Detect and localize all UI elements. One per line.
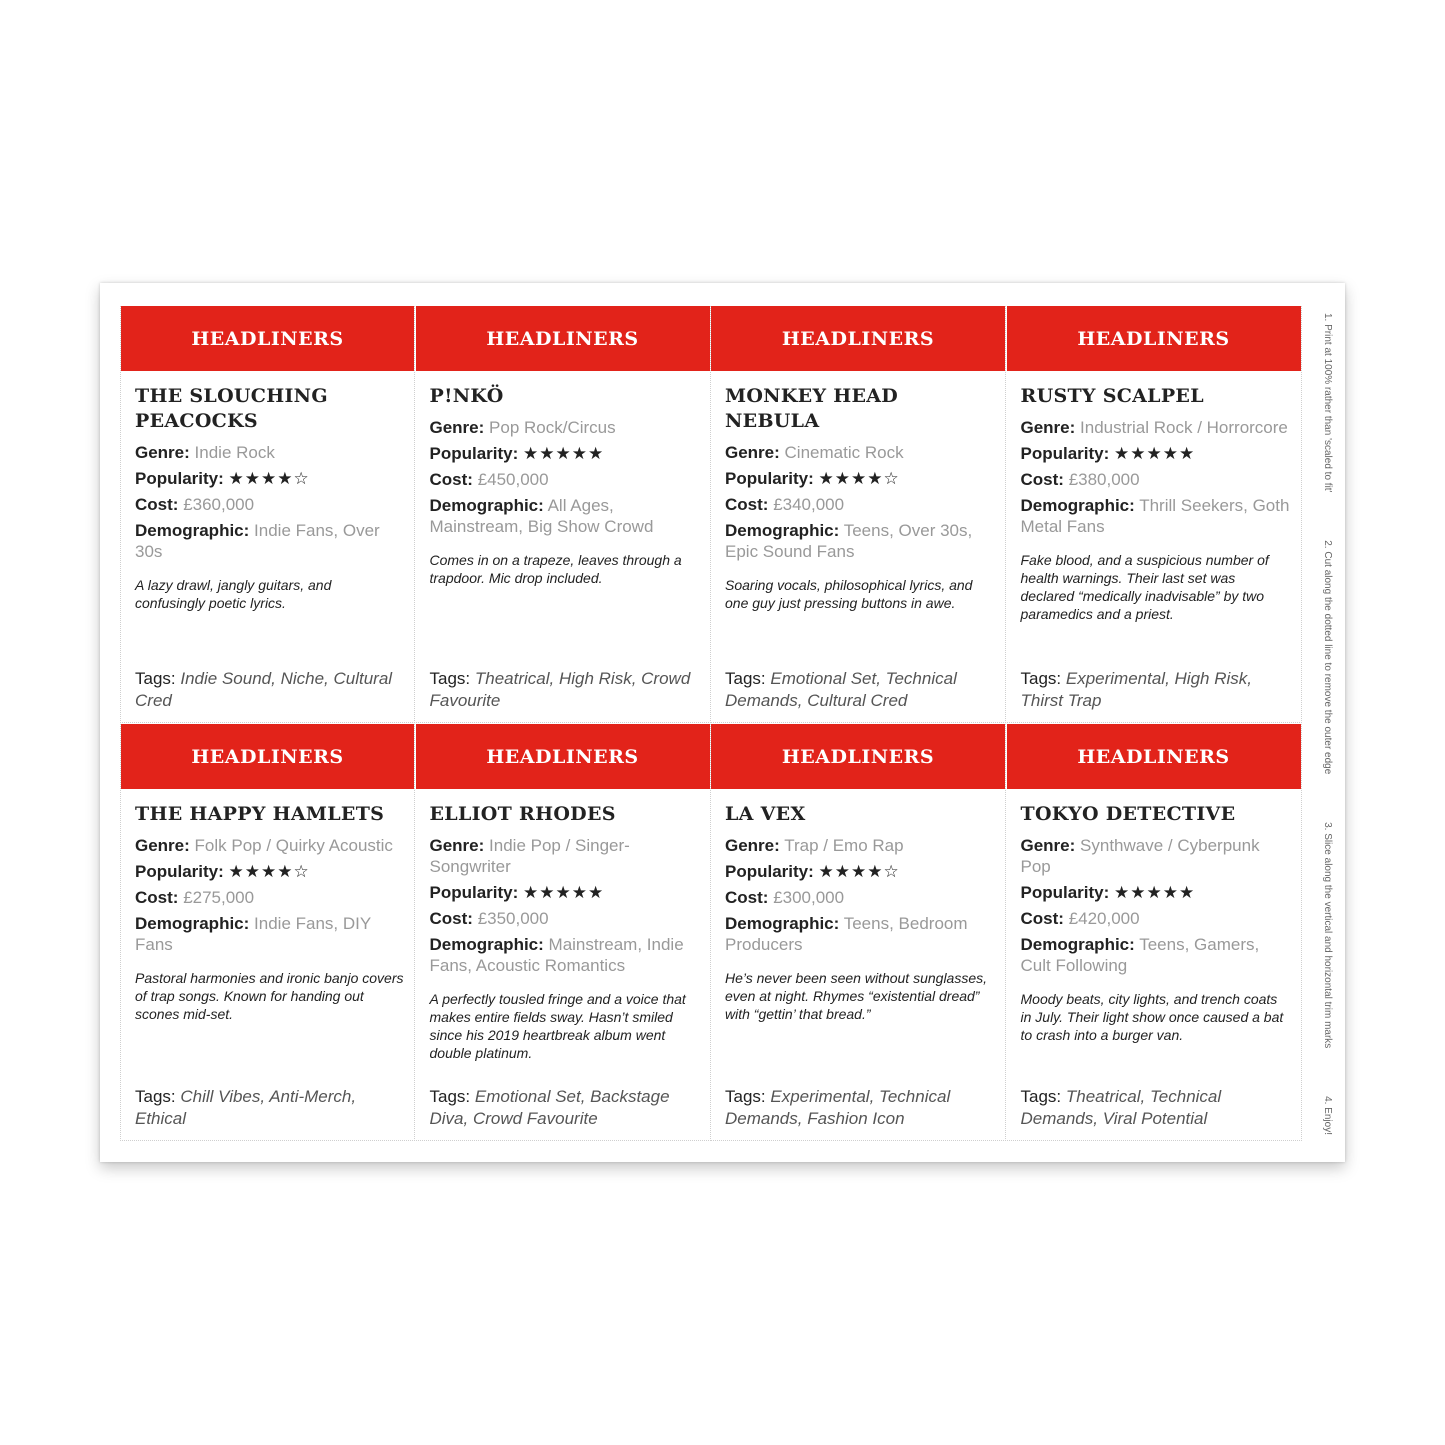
demographic-row — [430, 934, 700, 976]
demographic-value: Indie Fans, Over 30s — [135, 521, 380, 561]
tags-value: Indie Sound, Niche, Cultural Cred — [135, 669, 393, 710]
artist-card — [416, 724, 711, 1141]
artist-name: ELLIOT RHODES — [429, 803, 616, 825]
tags-value: Experimental, High Risk, Thirst Trap — [1020, 669, 1252, 710]
cost-value: £360,000 — [183, 495, 255, 514]
cost-value: £275,000 — [183, 888, 255, 907]
print-instructions — [1313, 313, 1333, 1135]
tags-row — [430, 668, 700, 712]
cost-value: £380,000 — [1068, 470, 1140, 489]
tags-row — [1021, 1086, 1291, 1130]
demographic-row — [725, 520, 995, 562]
cost-label: Cost: — [725, 495, 769, 514]
demographic-label: Demographic: — [135, 914, 250, 933]
card-body — [725, 802, 995, 1130]
popularity-row — [725, 861, 995, 882]
demographic-value: Teens, Over 30s, Epic Sound Fans — [725, 521, 973, 561]
genre-row — [725, 442, 995, 463]
artist-blurb: A lazy drawl, jangly guitars, and confusingly poetic lyrics. — [135, 577, 332, 611]
cost-row — [725, 887, 995, 908]
cost-row — [725, 494, 995, 515]
card-body — [430, 802, 700, 1130]
popularity-row — [1021, 443, 1291, 464]
genre-label: Genre: — [1020, 418, 1076, 437]
instruction-step-4: 4. Enjoy! — [1322, 1096, 1333, 1135]
genre-row — [135, 835, 404, 856]
star-rating-icon: ★★★★★ — [523, 883, 605, 902]
cost-label: Cost: — [1020, 470, 1064, 489]
tags-row — [725, 668, 995, 712]
genre-value: Cinematic Rock — [784, 443, 904, 462]
genre-row — [135, 442, 404, 463]
cost-value: £450,000 — [477, 470, 549, 489]
genre-row — [1021, 835, 1291, 877]
demographic-label: Demographic: — [135, 521, 250, 540]
genre-row — [1021, 417, 1291, 438]
artist-blurb: A perfectly tousled fringe and a voice that makes entire fields sway. Hasn’t smiled since his 2019 heartbreak album went double platinum. — [429, 991, 686, 1061]
card-header: HEADLINERS — [711, 724, 1005, 789]
tags-value: Emotional Set, Technical Demands, Cultural Cred — [725, 669, 957, 710]
tags-value: Experimental, Technical Demands, Fashion Icon — [725, 1087, 951, 1128]
popularity-row — [725, 468, 995, 489]
popularity-row — [135, 468, 404, 489]
demographic-label: Demographic: — [725, 914, 840, 933]
artist-name: RUSTY SCALPEL — [1020, 385, 1204, 407]
genre-row — [430, 835, 700, 877]
demographic-row — [430, 495, 700, 537]
genre-value: Folk Pop / Quirky Acoustic — [194, 836, 393, 855]
artist-name: P!NKÖ — [429, 385, 504, 407]
card-body — [135, 802, 404, 1130]
demographic-row — [1021, 934, 1291, 976]
card-header: HEADLINERS — [121, 306, 414, 371]
card-body — [430, 384, 700, 712]
demographic-row — [135, 520, 404, 562]
cost-row — [135, 887, 404, 908]
tags-row — [135, 668, 404, 712]
genre-label: Genre: — [725, 836, 780, 855]
genre-label: Genre: — [135, 443, 190, 462]
genre-label: Genre: — [135, 836, 190, 855]
card-header: HEADLINERS — [121, 724, 414, 789]
demographic-value: Teens, Gamers, Cult Following — [1020, 935, 1260, 975]
star-rating-icon: ★★★★★ — [1114, 883, 1196, 902]
popularity-label: Popularity: — [429, 444, 519, 463]
demographic-label: Demographic: — [429, 935, 544, 954]
cost-row — [430, 908, 700, 929]
tags-label: Tags: — [429, 1087, 471, 1106]
artist-name: THE HAPPY HAMLETS — [135, 803, 385, 825]
artist-blurb: Pastoral harmonies and ironic banjo covers of trap songs. Known for handing out scones mid-set. — [135, 970, 404, 1022]
genre-value: Trap / Emo Rap — [784, 836, 904, 855]
artist-card — [1007, 724, 1302, 1141]
artist-blurb: Fake blood, and a suspicious number of health warnings. Their last set was declared “medically inadvisable” by two paramedics and a priest. — [1020, 552, 1269, 622]
artist-blurb: Soaring vocals, philosophical lyrics, and one guy just pressing buttons in awe. — [725, 577, 973, 611]
demographic-value: Thrill Seekers, Goth Metal Fans — [1020, 496, 1290, 536]
tags-value: Theatrical, Technical Demands, Viral Potential — [1020, 1087, 1222, 1128]
star-rating-icon: ★★★★☆ — [818, 469, 900, 488]
tags-row — [1021, 668, 1291, 712]
star-rating-icon: ★★★★☆ — [228, 862, 310, 881]
cost-label: Cost: — [135, 888, 179, 907]
genre-value: Pop Rock/Circus — [489, 418, 616, 437]
genre-value: Industrial Rock / Horrorcore — [1080, 418, 1288, 437]
artist-card — [711, 306, 1006, 723]
tags-label: Tags: — [429, 669, 471, 688]
cost-label: Cost: — [429, 909, 473, 928]
cost-row — [1021, 908, 1291, 929]
tags-value: Theatrical, High Risk, Crowd Favourite — [429, 669, 691, 710]
tags-label: Tags: — [725, 1087, 766, 1106]
cost-value: £420,000 — [1068, 909, 1140, 928]
popularity-label: Popularity: — [725, 469, 814, 488]
artist-card — [711, 724, 1006, 1141]
genre-label: Genre: — [1020, 836, 1076, 855]
genre-label: Genre: — [429, 836, 485, 855]
tags-label: Tags: — [1020, 669, 1062, 688]
artist-blurb: Comes in on a trapeze, leaves through a trapdoor. Mic drop included. — [429, 552, 682, 586]
tags-label: Tags: — [725, 669, 766, 688]
genre-label: Genre: — [725, 443, 780, 462]
popularity-row — [430, 882, 700, 903]
cost-value: £300,000 — [773, 888, 845, 907]
artist-card — [416, 306, 711, 723]
print-sheet — [100, 283, 1345, 1162]
demographic-row — [1021, 495, 1291, 537]
artist-card — [120, 724, 415, 1141]
tags-value: Chill Vibes, Anti-Merch, Ethical — [135, 1087, 357, 1128]
popularity-label: Popularity: — [135, 469, 224, 488]
popularity-row — [135, 861, 404, 882]
demographic-label: Demographic: — [1020, 935, 1135, 954]
popularity-label: Popularity: — [725, 862, 814, 881]
cost-value: £350,000 — [477, 909, 549, 928]
artist-name: LA VEX — [725, 803, 806, 825]
artist-card — [120, 306, 415, 723]
artist-name: TOKYO DETECTIVE — [1020, 803, 1236, 825]
artist-blurb: He’s never been seen without sunglasses, even at night. Rhymes “existential dread” with “gettin’ that bread.” — [725, 970, 988, 1022]
popularity-row — [1021, 882, 1291, 903]
popularity-label: Popularity: — [1020, 883, 1110, 902]
demographic-label: Demographic: — [429, 496, 544, 515]
tags-label: Tags: — [135, 669, 176, 688]
instruction-step-3: 3. Slice along the vertical and horizontal trim marks — [1322, 822, 1333, 1049]
card-header: HEADLINERS — [1007, 306, 1301, 371]
card-header: HEADLINERS — [711, 306, 1005, 371]
tags-label: Tags: — [1020, 1087, 1062, 1106]
card-header: HEADLINERS — [416, 306, 710, 371]
genre-row — [430, 417, 700, 438]
instruction-step-2: 2. Cut along the dotted line to remove the outer edge — [1322, 540, 1333, 775]
artist-blurb: Moody beats, city lights, and trench coats in July. Their light show once caused a bat to crash into a burger van. — [1020, 991, 1284, 1043]
card-body — [1021, 384, 1291, 712]
genre-value: Indie Rock — [194, 443, 275, 462]
tags-value: Emotional Set, Backstage Diva, Crowd Favourite — [429, 1087, 670, 1128]
demographic-label: Demographic: — [1020, 496, 1135, 515]
cost-value: £340,000 — [773, 495, 845, 514]
card-body — [1021, 802, 1291, 1130]
tags-row — [135, 1086, 404, 1130]
demographic-value: All Ages, Mainstream, Big Show Crowd — [429, 496, 654, 536]
cost-row — [1021, 469, 1291, 490]
demographic-label: Demographic: — [725, 521, 840, 540]
cost-label: Cost: — [429, 470, 473, 489]
genre-row — [725, 835, 995, 856]
artist-name: THE SLOUCHING PEACOCKS — [135, 385, 328, 432]
star-rating-icon: ★★★★★ — [523, 444, 605, 463]
cost-row — [430, 469, 700, 490]
card-header: HEADLINERS — [1007, 724, 1301, 789]
genre-value: Synthwave / Cyberpunk Pop — [1020, 836, 1260, 876]
genre-label: Genre: — [429, 418, 485, 437]
tags-label: Tags: — [135, 1087, 176, 1106]
popularity-row — [430, 443, 700, 464]
cost-label: Cost: — [725, 888, 769, 907]
popularity-label: Popularity: — [429, 883, 519, 902]
artist-card — [1007, 306, 1302, 723]
tags-row — [725, 1086, 995, 1130]
star-rating-icon: ★★★★☆ — [818, 862, 900, 881]
demographic-row — [725, 913, 995, 955]
cost-label: Cost: — [1020, 909, 1064, 928]
demographic-value: Teens, Bedroom Producers — [725, 914, 968, 954]
cost-row — [135, 494, 404, 515]
card-body — [725, 384, 995, 712]
cost-label: Cost: — [135, 495, 179, 514]
card-grid — [120, 306, 1302, 1141]
instruction-step-1: 1. Print at 100% rather than 'scaled to fit' — [1322, 313, 1333, 493]
artist-name: MONKEY HEAD NEBULA — [725, 385, 899, 432]
genre-value: Indie Pop / Singer-Songwriter — [429, 836, 630, 876]
card-body — [135, 384, 404, 712]
demographic-value: Indie Fans, DIY Fans — [135, 914, 371, 954]
star-rating-icon: ★★★★☆ — [228, 469, 310, 488]
demographic-value: Mainstream, Indie Fans, Acoustic Romantics — [429, 935, 684, 975]
card-header: HEADLINERS — [416, 724, 710, 789]
tags-row — [430, 1086, 700, 1130]
popularity-label: Popularity: — [135, 862, 224, 881]
star-rating-icon: ★★★★★ — [1114, 444, 1196, 463]
demographic-row — [135, 913, 404, 955]
popularity-label: Popularity: — [1020, 444, 1110, 463]
